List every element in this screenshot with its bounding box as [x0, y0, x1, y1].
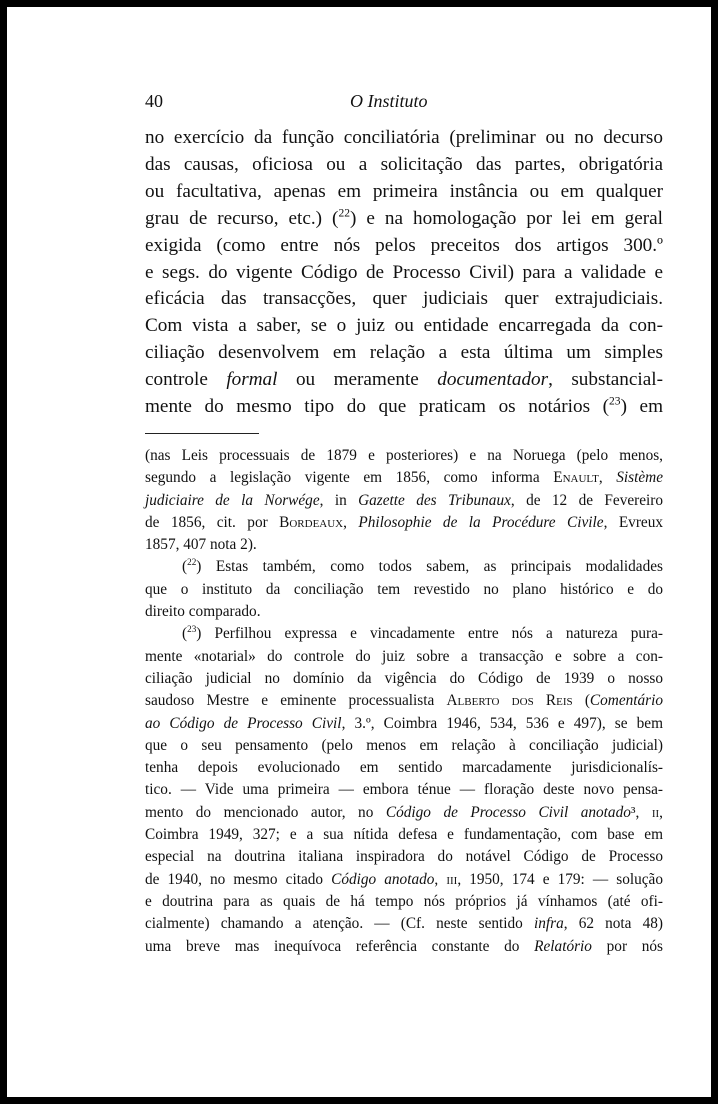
- running-title: O Instituto: [350, 91, 428, 111]
- text-line: mento do mencionado autor, no Código de Processo Civil anotado³, ii,: [145, 803, 663, 821]
- text-line: de 1856, cit. por Bordeaux, Philosophie de la Procédure Civile, Evreux: [145, 513, 664, 531]
- text-line: ao Código de Processo Civil, 3.º, Coimbra 1946, 534, 536 e 497), se bem: [145, 714, 663, 732]
- text-line: de 1940, no mesmo citado Código anotado, iii, 1950, 174 e 179: — solução: [145, 870, 663, 888]
- text-line: e doutrina para as quais de há tempo nós próprios já vínhamos (até ofi-: [145, 892, 663, 910]
- book-page: [7, 7, 711, 1097]
- text-line: ciliação judicial no domínio da vigência do Código de 1939 o nosso: [145, 669, 663, 687]
- text-line: Com vista a saber, se o juiz ou entidade encarregada da con-: [145, 315, 663, 337]
- text-line: judiciaire de la Norwége, in Gazette des Tribunaux, de 12 de Fevereiro: [145, 491, 664, 509]
- text-line: 1857, 407 nota 2).: [145, 536, 257, 554]
- text-line: Coimbra 1949, 327; e a sua nítida defesa e fundamentação, com base em: [145, 826, 663, 844]
- footnote-separator: [145, 433, 259, 434]
- text-line: ($^{22}$) Estas também, como todos sabem, as principais modalidades: [182, 557, 663, 576]
- text-line: especial na doutrina italiana inspiradora do notável Código de Processo: [145, 848, 663, 866]
- text-line: (nas Leis processuais de 1879 e posteriores) e na Noruega (pelo menos,: [145, 447, 663, 464]
- text-line: direito comparado.: [145, 603, 261, 621]
- text-line: ou facultativa, apenas em primeira instância ou em qualquer: [145, 180, 663, 202]
- body-text: [145, 125, 663, 421]
- text-line: das causas, oficiosa ou a solicitação das partes, obrigatória: [145, 153, 663, 175]
- footnote-23: [145, 623, 663, 957]
- text-line: tenha depois evolucionado em sentido marcadamente jurisdicionalís-: [145, 759, 663, 777]
- text-line: grau de recurso, etc.) ($^{22}$) e na homologação por lei em geral: [145, 207, 663, 229]
- page-number: 40: [145, 91, 163, 111]
- text-line: tico. — Vide uma primeira — embora ténue — floração deste novo pensa-: [145, 781, 663, 799]
- text-line: mente do mesmo tipo do que praticam os notários ($^{23}$) em: [145, 395, 663, 418]
- text-line: que o seu pensamento (pelo menos em relação à conciliação judicial): [145, 736, 663, 754]
- footnote-22: [145, 556, 663, 623]
- text-line: no exercício da função conciliatória (preliminar ou no decurso: [145, 127, 663, 148]
- text-line: eficácia das transacções, quer judiciais quer extrajudiciais.: [145, 288, 663, 310]
- footnotes: [145, 445, 663, 958]
- text-line: cialmente) chamando a atenção. — (Cf. neste sentido infra, 62 nota 48): [145, 915, 664, 933]
- text-line: e segs. do vigente Código de Processo Civil) para a validade e: [145, 261, 663, 283]
- text-line: saudoso Mestre e eminente processualista Alberto dos Reis (Comentário: [145, 692, 664, 710]
- text-line: controle formal ou meramente documentador, substancial-: [145, 369, 663, 391]
- text-line: ($^{23}$) Perfilhou expressa e vincadamente entre nós a natureza pura-: [182, 624, 663, 643]
- page-header: [145, 91, 585, 115]
- text-line: uma breve mas inequívoca referência constante do Relatório por nós: [145, 937, 663, 955]
- text-line: mente «notarial» do controle do juiz sobre a transacção e sobre a con-: [145, 647, 663, 665]
- text-line: exigida (como entre nós pelos preceitos dos artigos 300.º: [145, 234, 663, 256]
- text-line: que o instituto da conciliação tem revestido no plano histórico e do: [145, 580, 663, 598]
- footnote-continued: [145, 445, 663, 556]
- text-line: ciliação desenvolvem em relação a esta última um simples: [145, 342, 663, 364]
- text-line: segundo a legislação vigente em 1856, como informa Enault, Sistème: [145, 469, 663, 487]
